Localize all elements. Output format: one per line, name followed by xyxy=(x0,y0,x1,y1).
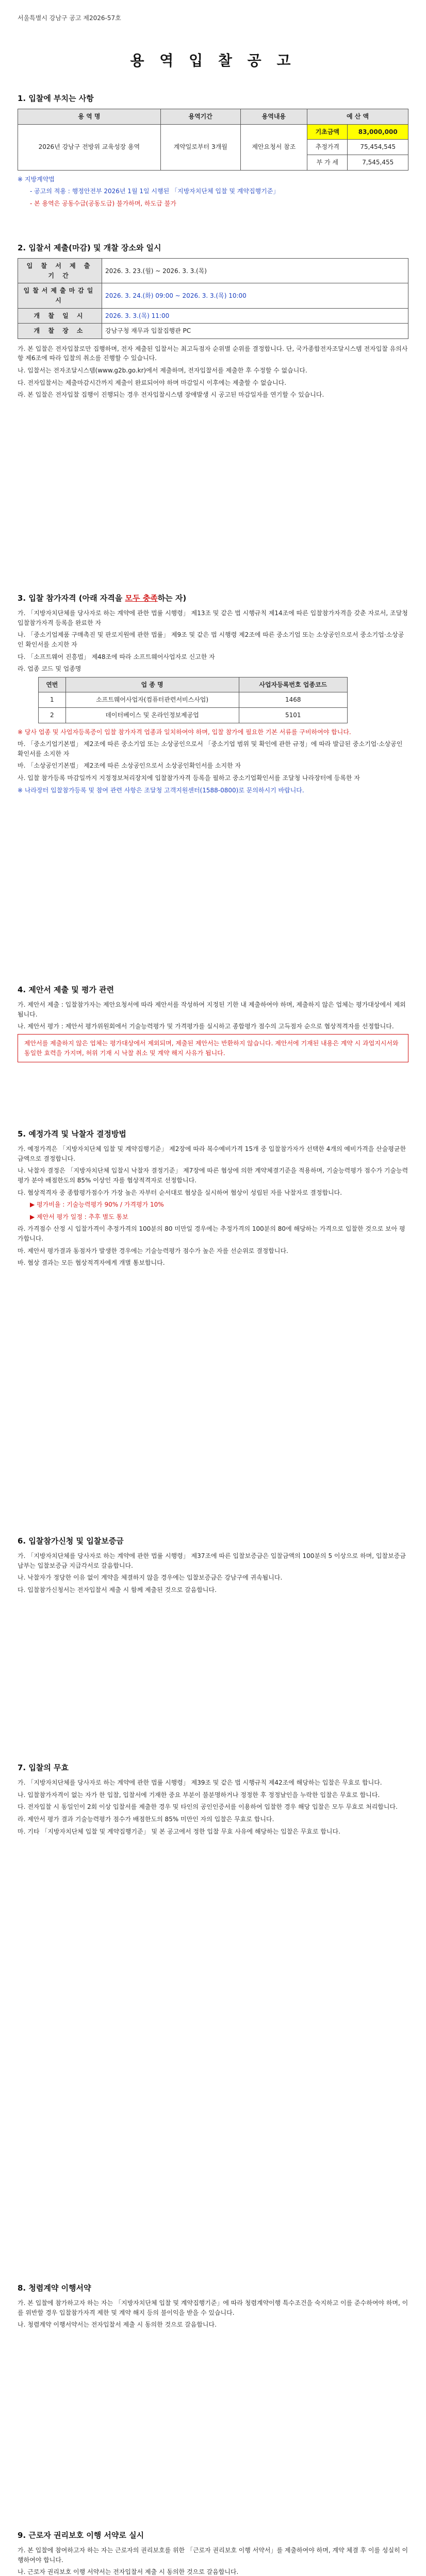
section-7-title: 7. 입찰의 무효 xyxy=(18,1763,69,1772)
s3-red-note: ※ 당사 업종 및 사업자등록증이 입찰 참가자격 업종과 일치하여야 하며, 입찰 참가에 필요한 기본 서류를 구비하여야 합니다. xyxy=(18,728,351,736)
schedule-table xyxy=(18,258,408,339)
row-code: 5101 xyxy=(239,708,347,723)
s6-para: 가. 「지방자치단체를 당사자로 하는 계약에 관한 법률 시행령」 제37조에 따른 입찰보증금은 입찰금액의 100분의 5 이상으로 하며, 입찰보증금 납부는 입찰보증금 지급각서로 갈음합니다. xyxy=(18,1552,406,1569)
row-industry: 소프트웨어사업자(컴퓨터관련서비스사업) xyxy=(65,692,239,708)
warning-box: 제안서를 제출하지 않은 업체는 평가대상에서 제외되며, 제출된 제안서는 반환하지 않습니다. 제안서에 기재된 내용은 계약 시 과업지시서와 동일한 효력을 가지며, 허위 기재 시 낙찰 취소 및 계약 해지 사유가 됩니다. xyxy=(18,1034,408,1062)
section-6-title: 6. 입찰참가신청 및 입찰보증금 xyxy=(18,1536,124,1546)
service-name: 2026년 강남구 전방위 교육성장 용역 xyxy=(18,124,161,170)
s2-para: 라. 본 입찰은 전자입찰 집행이 진행되는 경우 전자입찰시스템 장애발생 시 공고된 마감일자를 연기할 수 있습니다. xyxy=(18,391,324,399)
budget-label: 기초금액 xyxy=(307,124,348,140)
table-row xyxy=(39,708,348,723)
row-code: 1468 xyxy=(239,692,347,708)
budget-value: 83,000,000 xyxy=(348,124,408,140)
s3-para: 사. 입찰 참가등록 마감일까지 지정정보처리장치에 입찰참가자격 등록을 필하고 중소기업확인서를 조달청 나라장터에 등록한 자 xyxy=(18,774,360,782)
s4-para: 가. 제안서 제출 : 입찰참가자는 제안요청서에 따라 제안서를 작성하여 지정된 기한 내 제출하여야 하며, 제출하지 않은 업체는 평가대상에서 제외됩니다. xyxy=(18,1001,406,1018)
section-3 xyxy=(18,592,408,798)
schedule-label: 입찰서제출마감일시 xyxy=(18,283,102,308)
s5-red-line: ▶ 평가비율 : 기술능력평가 90% / 가격평가 10% xyxy=(30,1201,164,1209)
budget-value: 7,545,455 xyxy=(348,155,408,171)
section-3-title xyxy=(18,592,408,604)
s4-para: 나. 제안서 평가 : 제안서 평가위원회에서 기술능력평가 및 가격평가를 실시하고 종합평가 점수의 고득점자 순으로 협상적격자를 선정합니다. xyxy=(18,1023,394,1030)
budget-label: 부 가 세 xyxy=(307,155,348,171)
industry-table xyxy=(38,677,348,723)
col-period: 용역기간 xyxy=(160,109,240,125)
s7-para: 마. 기타 「지방자치단체 입찰 및 계약집행기준」 및 본 공고에서 정한 입찰 무효 사유에 해당하는 입찰은 무효로 합니다. xyxy=(18,1827,340,1835)
s3-para: 마. 「중소기업기본법」 제2조에 따른 중소기업 또는 소상공인으로서 「중소기업 범위 및 확인에 관한 규정」에 따라 발급된 중소기업·소상공인 확인서를 소지한 자 xyxy=(18,740,403,757)
section-5 xyxy=(18,1128,408,1270)
s1-note: ※ 지방계약법 xyxy=(18,175,55,183)
s7-para: 가. 「지방자치단체를 당사자로 하는 계약에 관한 법률 시행령」 제39조 및 같은 법 시행규칙 제42조에 해당하는 입찰은 무효로 합니다. xyxy=(18,1779,382,1787)
s9-para: 가. 본 입찰에 참여하고자 하는 자는 근로자의 권리보호를 위한 「근로자 권리보호 이행 서약서」를 제출하여야 하며, 계약 체결 후 이를 성실히 이행하여야 합니다. xyxy=(18,2547,408,2564)
budget-label: 추정가격 xyxy=(307,140,348,155)
s5-para: 다. 협상적격자 중 종합평가점수가 가장 높은 자부터 순서대로 협상을 실시하여 협상이 성립된 자를 낙찰자로 결정합니다. xyxy=(18,1189,342,1196)
s3-para: 바. 「소상공인기본법」 제2조에 따른 소상공인으로서 소상공인확인서를 소지한 자 xyxy=(18,762,241,770)
table-row xyxy=(39,692,348,708)
section-6 xyxy=(18,1535,408,1598)
s3-blue-note: ※ 나라장터 입찰참가등록 및 참여 관련 사항은 조달청 고객지원센터(1588-0800)로 문의하시기 바랍니다. xyxy=(18,786,304,794)
section-2-title: 2. 입찰서 제출(마감) 및 개찰 장소와 일시 xyxy=(18,243,161,252)
section-1 xyxy=(18,93,408,211)
section-4 xyxy=(18,984,408,1062)
section-2 xyxy=(18,242,408,402)
s5-para: 마. 제안서 평가결과 동점자가 발생한 경우에는 기술능력평가 점수가 높은 자를 선순위로 결정합니다. xyxy=(18,1247,288,1255)
s5-para: 가. 예정가격은 「지방자치단체 입찰 및 계약집행기준」 제2장에 따라 복수예비가격 15개 중 입찰참가자가 선택한 4개의 예비가격을 산술평균한 금액으로 결정합니다. xyxy=(18,1145,406,1162)
col-budget: 예 산 액 xyxy=(307,109,408,125)
s7-para: 라. 제안서 평가 결과 기술능력평가 점수가 배점한도의 85% 미만인 자의 입찰은 무효로 합니다. xyxy=(18,1816,274,1823)
row-no: 2 xyxy=(39,708,66,723)
row-no: 1 xyxy=(39,692,66,708)
s1-note: - 본 용역은 공동수급(공동도급) 불가하며, 하도급 불가 xyxy=(30,199,176,207)
s6-para: 나. 낙찰자가 정당한 이유 없이 계약을 체결하지 않을 경우에는 입찰보증금은 강남구에 귀속됩니다. xyxy=(18,1574,283,1582)
col-no: 연번 xyxy=(39,677,66,692)
schedule-value: 2026. 3. 3.(목) 11:00 xyxy=(102,308,408,324)
section-5-title: 5. 예정가격 및 낙찰자 결정방법 xyxy=(18,1129,126,1139)
section-3-title-post: 하는 자) xyxy=(157,594,187,603)
s1-note: - 공고의 적용 : 행정안전부 2026년 1월 1일 시행된 「지방자치단체 입찰 및 계약집행기준」 xyxy=(30,188,280,195)
col-content: 용역내용 xyxy=(240,109,307,125)
s2-para: 다. 전자입찰서는 제출마감시간까지 제출이 완료되어야 하며 마감일시 이후에는 제출할 수 없습니다. xyxy=(18,379,287,386)
s3-para: 나. 「중소기업제품 구매촉진 및 판로지원에 관한 법률」 제9조 및 같은 법 시행령 제2조에 따른 중소기업 또는 소상공인으로서 중소기업·소상공인 확인서를 소지한 자 xyxy=(18,631,404,649)
section-7 xyxy=(18,1762,408,1839)
col-name: 용 역 명 xyxy=(18,109,161,125)
s5-para: 라. 가격점수 산정 시 입찰가격이 추정가격의 100분의 80 미만일 경우에는 추정가격의 100분의 80에 해당하는 가격으로 입찰한 것으로 보아 평가합니다. xyxy=(18,1225,405,1242)
schedule-label: 개 찰 장 소 xyxy=(18,324,102,339)
s3-para: 가. 「지방자치단체를 당사자로 하는 계약에 관한 법률 시행령」 제13조 및 같은 법 시행규칙 제14조에 따른 입찰참가자격을 갖춘 자로서, 조달청 입찰참가자격 등록을 완료한 자 xyxy=(18,609,408,626)
section-9 xyxy=(18,2530,408,2576)
s2-para: 나. 입찰서는 전자조달시스템(www.g2b.go.kr)에서 제출하며, 전자입찰서를 제출한 후 수정할 수 없습니다. xyxy=(18,367,307,374)
s8-para: 나. 청렴계약 이행서약서는 전자입찰서 제출 시 동의한 것으로 갈음합니다. xyxy=(18,2321,217,2329)
s3-para: 다. 「소프트웨어 진흥법」 제48조에 따라 소프트웨어사업자로 신고한 자 xyxy=(18,653,215,660)
s7-para: 나. 입찰참가자격이 없는 자가 한 입찰, 입찰서에 기재한 중요 부분이 불분명하거나 정정한 후 정정날인을 누락한 입찰은 무효로 합니다. xyxy=(18,1791,380,1799)
s5-red-line: ▶ 제안서 평가 일정 : 추후 별도 통보 xyxy=(30,1213,128,1221)
schedule-label: 개 찰 일 시 xyxy=(18,308,102,324)
section-3-title-pre: 3. 입찰 참가자격 (아래 자격을 xyxy=(18,594,125,603)
col-industry: 업 종 명 xyxy=(65,677,239,692)
schedule-value: 2026. 3. 24.(화) 09:00 ~ 2026. 3. 3.(목) 10:00 xyxy=(102,283,408,308)
service-table xyxy=(18,109,408,170)
notice-number: 서울특별시 강남구 공고 제2026-57호 xyxy=(18,14,121,22)
section-3-title-highlight: 모두 충족 xyxy=(125,594,158,603)
service-content: 제안요청서 참조 xyxy=(240,124,307,170)
section-8 xyxy=(18,2282,408,2332)
row-industry: 데이터베이스 및 온라인정보제공업 xyxy=(65,708,239,723)
s5-para: 나. 낙찰자 결정은 「지방자치단체 입찰시 낙찰자 결정기준」 제7장에 따른 협상에 의한 계약체결기준을 적용하며, 기술능력평가 점수가 기술능력평가 분야 배점한도의 85% 이상인 자를 협상적격자로 선정합니다. xyxy=(18,1167,408,1184)
s6-para: 다. 입찰참가신청서는 전자입찰서 제출 시 함께 제출된 것으로 갈음합니다. xyxy=(18,1586,217,1594)
page-title: 용 역 입 찰 공 고 xyxy=(130,52,296,69)
schedule-value: 2026. 3. 23.(월) ~ 2026. 3. 3.(목) xyxy=(102,259,408,283)
section-4-title: 4. 제안서 제출 및 평가 관련 xyxy=(18,985,114,994)
schedule-value: 강남구청 재무과 입찰집행관 PC xyxy=(102,324,408,339)
schedule-label: 입 찰 서 제 출 기 간 xyxy=(18,259,102,283)
s9-para: 나. 근로자 권리보호 이행 서약서는 전자입찰서 제출 시 동의한 것으로 갈음합니다. xyxy=(18,2568,239,2576)
s3-table-note: 라. 업종 코드 및 업종명 xyxy=(18,665,81,673)
section-1-title: 1. 입찰에 부치는 사항 xyxy=(18,94,94,103)
col-code: 사업자등록번호 업종코드 xyxy=(239,677,347,692)
service-period: 계약일로부터 3개월 xyxy=(160,124,240,170)
section-9-title: 9. 근로자 권리보호 이행 서약로 실시 xyxy=(18,2531,144,2540)
s7-para: 다. 전자입찰 시 동일인이 2회 이상 입찰서를 제출한 경우 및 타인의 공인인증서를 이용하여 입찰한 경우 해당 입찰은 모두 무효로 처리합니다. xyxy=(18,1803,398,1811)
section-8-title: 8. 청렴계약 이행서약 xyxy=(18,2283,91,2293)
s2-para: 가. 본 입찰은 전자입찰로만 집행하며, 전자 제출된 입찰서는 최고득점자 순위별 순위를 결정합니다. 단, 국가종합전자조달시스템 전자입찰 유의사항 제6조에 따라 입찰의 취소를 진행할 수 있습니다. xyxy=(18,345,408,362)
s5-para: 바. 협상 결과는 모든 협상적격자에게 개별 통보합니다. xyxy=(18,1259,165,1267)
s8-para: 가. 본 입찰에 참가하고자 하는 자는 「지방자치단체 입찰 및 계약집행기준」에 따라 청렴계약이행 특수조건을 숙지하고 이를 준수하여야 하며, 이를 위반할 경우 입찰참가자격 제한 및 계약 해지 등의 불이익을 받을 수 있습니다. xyxy=(18,2299,408,2316)
budget-value: 75,454,545 xyxy=(348,140,408,155)
